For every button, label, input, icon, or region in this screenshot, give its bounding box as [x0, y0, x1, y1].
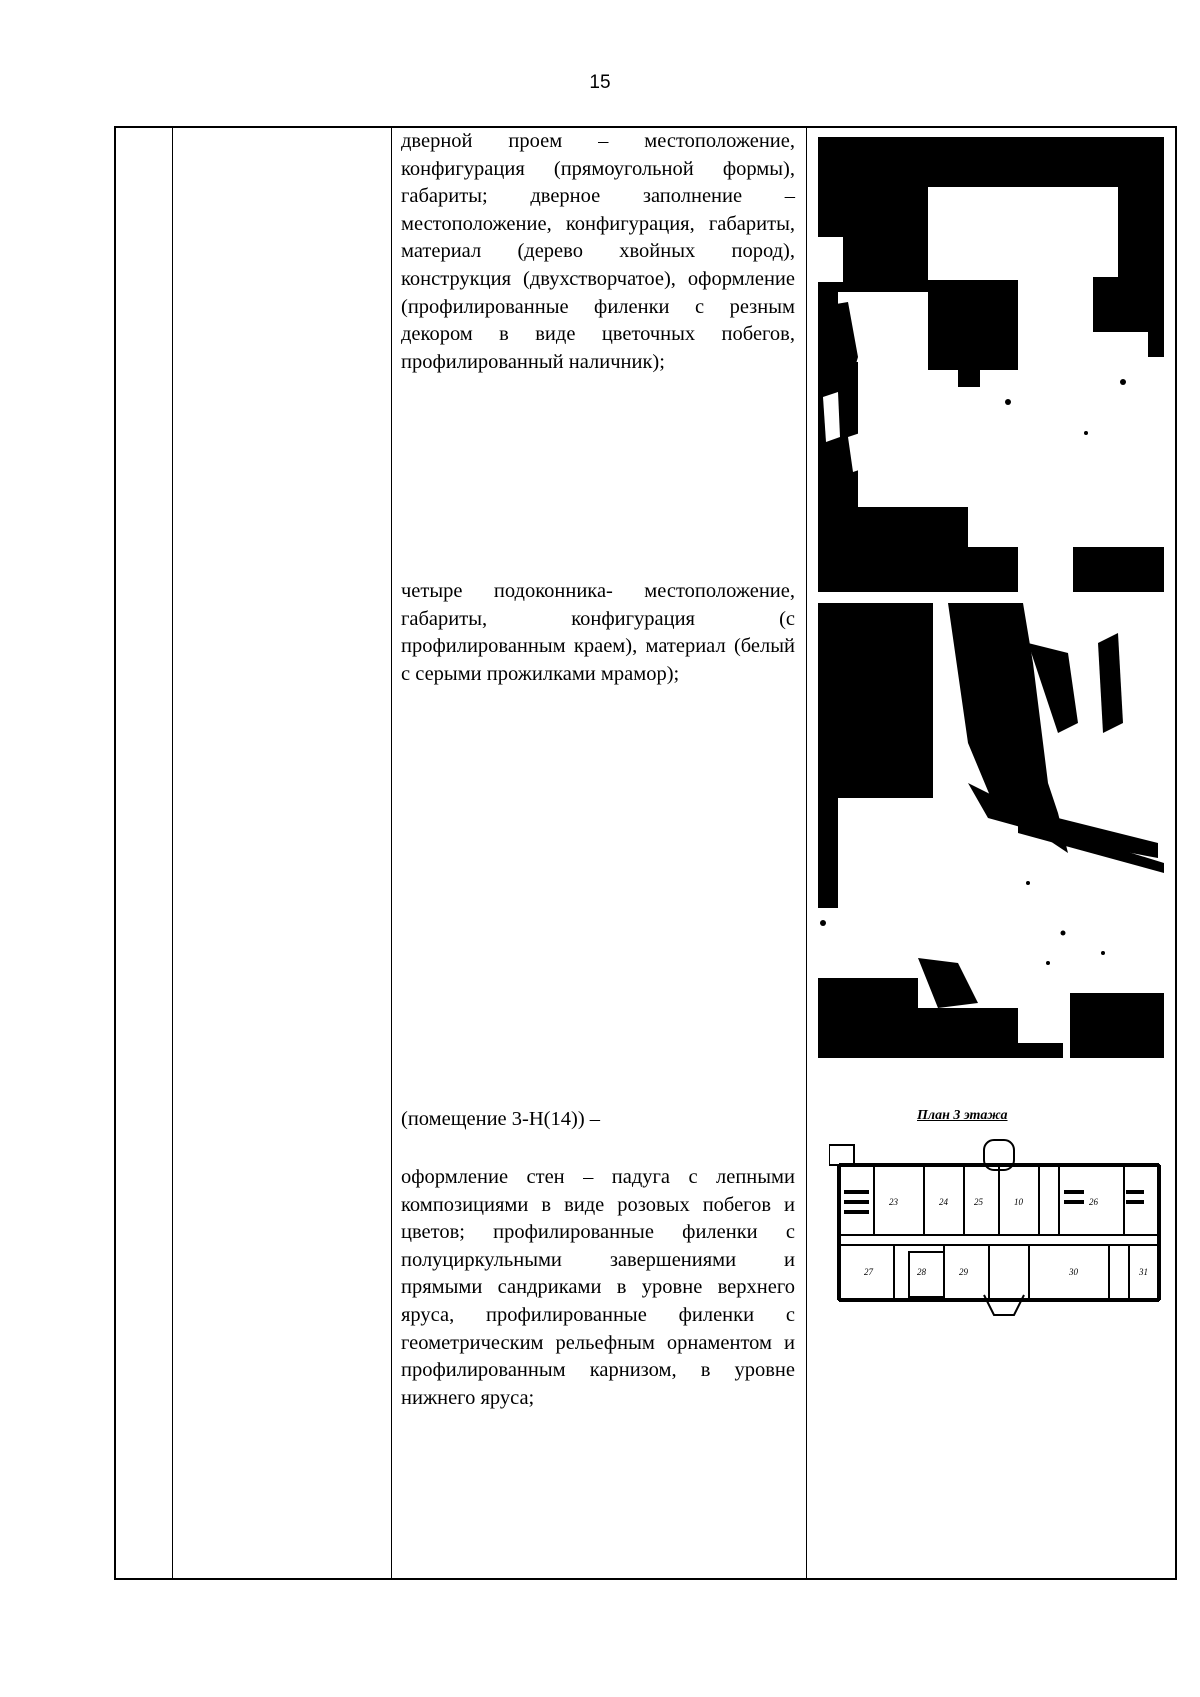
windowsill-paragraph: четыре подоконника- местоположение, габариты, конфигурация (с профилированным краем), материал (белый с серыми прожилками мрамор);: [401, 580, 795, 685]
column-divider-2: [391, 128, 392, 1578]
room-label: [401, 1106, 795, 1134]
walls-paragraph: оформление стен – падуга с лепными композициями в виде розовых побегов и цветов; профилированные филенки с полуциркульными завершениями и прямыми сандриками в уровне верхнего яруса, профилированные филенки с геометрическим рельефным орнаментом и профилированным карнизом, в уровне нижнего яруса;: [401, 1166, 795, 1409]
column-divider-3: [806, 128, 807, 1578]
floor-plan-title: План 3 этажа: [917, 1108, 1008, 1123]
windowsill-description: [401, 578, 795, 688]
svg-text:30: 30: [1069, 1267, 1078, 1277]
svg-text:28: 28: [917, 1267, 926, 1277]
svg-text:27: 27: [864, 1267, 873, 1277]
column-divider-1: [172, 128, 173, 1578]
windowsill-photo: [818, 603, 1164, 1058]
page-number: 15: [589, 72, 611, 93]
svg-text:25: 25: [974, 1197, 983, 1207]
svg-text:10: 10: [1014, 1197, 1023, 1207]
door-paragraph: дверной проем – местоположение, конфигурация (прямоугольной формы), габариты; дверное заполнение – местоположение, конфигурация, габариты, материал (дерево хвойных пород), конструкция (двухстворчатое), оформление (профилированные филенки с резным декором в виде цветочных побегов, профилированный наличник);: [401, 130, 795, 373]
svg-text:24: 24: [939, 1197, 948, 1207]
door-description: [401, 128, 795, 376]
svg-text:29: 29: [959, 1267, 968, 1277]
walls-description: [401, 1164, 795, 1412]
svg-text:31: 31: [1139, 1267, 1148, 1277]
svg-text:23: 23: [889, 1197, 898, 1207]
door-photo: [818, 137, 1164, 592]
svg-text:26: 26: [1089, 1197, 1098, 1207]
room-paragraph: (помещение 3-Н(14)) –: [401, 1108, 601, 1130]
floor-plan: [829, 1130, 1166, 1348]
